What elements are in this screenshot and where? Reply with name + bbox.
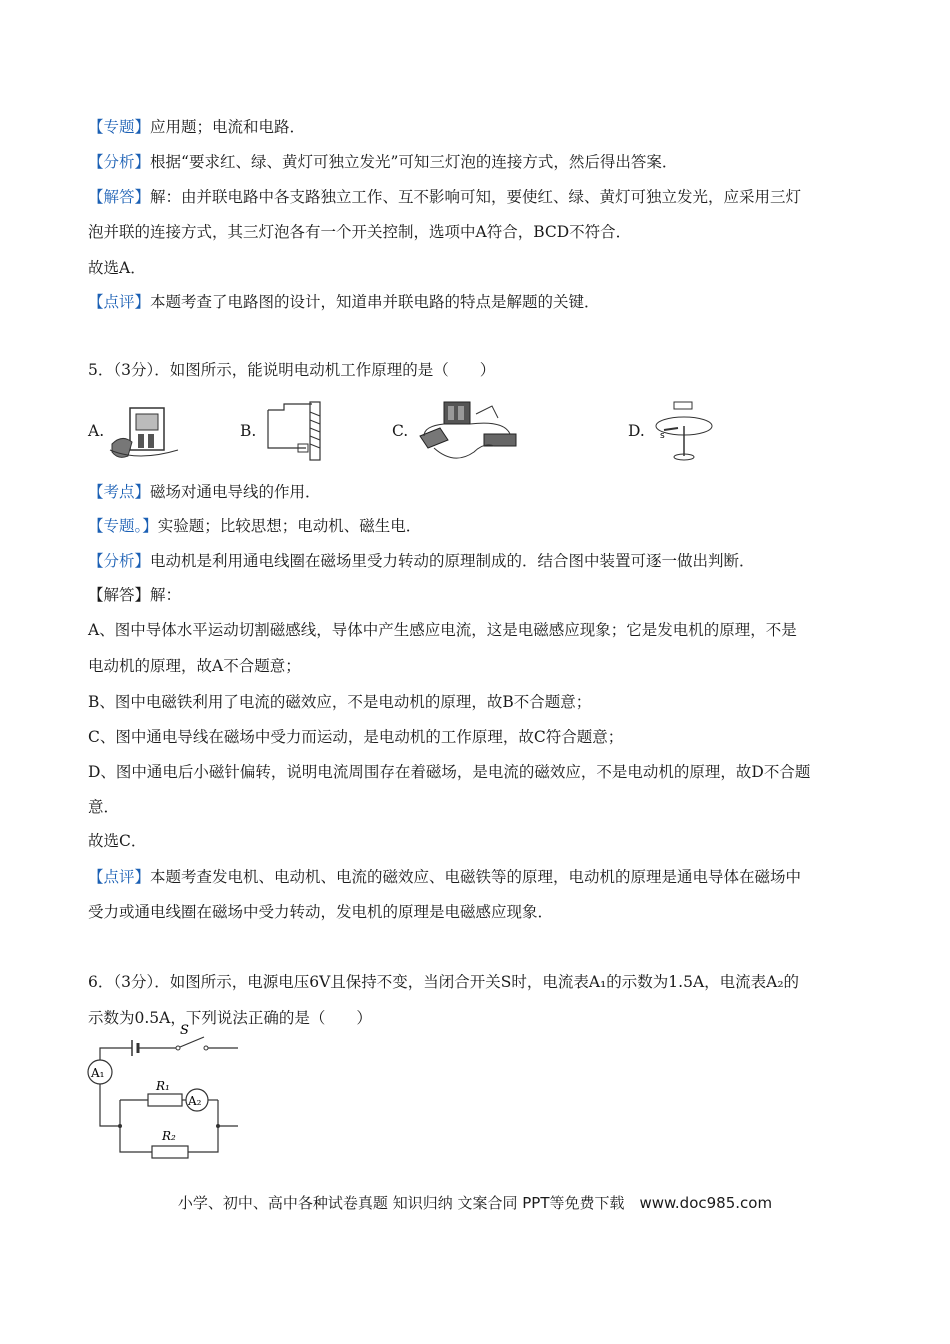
- q5-answer-a2: 电动机的原理，故A不合题意；: [88, 657, 301, 675]
- q5-figure-a: [108, 400, 182, 462]
- analysis-tag: 【分析】: [88, 552, 151, 570]
- q4-analysis-line: [88, 152, 677, 172]
- q5-answer-head: 【解答】解：: [88, 586, 182, 604]
- q5-comment-text1: 本题考查发电机、电动机、电流的磁效应、电磁铁等的原理，电动机的原理是通电导体在磁场中: [150, 868, 802, 886]
- switch-label: S: [180, 1023, 189, 1038]
- q4-answer-line1: [88, 187, 801, 207]
- q5-option-a-label: A.: [88, 422, 105, 440]
- q4-comment-text: 本题考查了电路图的设计，知道串并联电路的特点是解题的关键．: [150, 293, 600, 311]
- special-tag: 【专题。】: [88, 517, 158, 535]
- q5-special-text: 实验题；比较思想；电动机、磁生电．: [157, 517, 422, 535]
- q4-comment-line: [88, 292, 600, 312]
- q4-choose: 故选A．: [88, 259, 146, 277]
- comment-tag: 【点评】: [88, 868, 151, 886]
- q6-circuit-diagram: [80, 1023, 250, 1164]
- q4-special-text: 应用题；电流和电路．: [150, 118, 306, 136]
- q4-answer-text1: 解：由并联电路中各支路独立工作、互不影响可知，要使红、绿、黄灯可独立发光，应采用三灯: [150, 188, 802, 206]
- wire-top-left: [100, 1048, 132, 1060]
- q5-comment-line2: 受力或通电线圈在磁场中受力转动，发电机的原理是电磁感应现象．: [88, 903, 554, 921]
- q5-answer-c: C、图中通电导线在磁场中受力而运动，是电动机的工作原理，故C符合题意；: [88, 728, 624, 746]
- q5-special-line: [88, 516, 421, 536]
- q5-option-d-label: D.: [628, 422, 645, 440]
- point-tag: 【考点】: [88, 483, 151, 501]
- comment-tag: 【点评】: [88, 293, 151, 311]
- svg-text:s: s: [660, 431, 665, 441]
- page-footer: 小学、初中、高中各种试卷真题 知识归纳 文案合同 PPT等免费下载 www.doc985.com: [177, 1194, 773, 1212]
- q5-point-line: [88, 482, 321, 502]
- ammeter-a1-label: A₁: [91, 1066, 105, 1080]
- resistor-r1-label: R₁: [156, 1079, 170, 1093]
- q5-analysis-line: [88, 551, 755, 571]
- q5-answer-a1: A、图中导体水平运动切割磁感线，导体中产生感应电流，这是电磁感应现象；它是发电机的原理，不是: [88, 621, 797, 639]
- switch-contact-right: [204, 1046, 208, 1050]
- q6-stem-line2: 示数为0.5A，下列说法正确的是（ ）: [88, 1009, 372, 1027]
- q5-option-b-label: B.: [240, 422, 257, 440]
- q5-answer-d1: D、图中通电后小磁针偏转，说明电流周围存在着磁场，是电流的磁效应，不是电动机的原理，故D不合题: [88, 763, 811, 781]
- special-tag: 【专题】: [88, 118, 151, 136]
- resistor-r2: [152, 1146, 188, 1158]
- q5-figure-d: [652, 398, 716, 464]
- q5-figure-b: [262, 400, 328, 464]
- q4-answer-line2: 泡并联的连接方式，其三灯泡各有一个开关控制，选项中A符合，BCD不符合．: [88, 223, 632, 241]
- resistor-r2-label: R₂: [162, 1129, 176, 1143]
- q5-choose: 故选C．: [88, 832, 147, 850]
- q4-analysis-text: 根据“要求红、绿、黄灯可独立发光”可知三灯泡的连接方式，然后得出答案．: [150, 153, 678, 171]
- q5-analysis-text: 电动机是利用通电线圈在磁场里受力转动的原理制成的．结合图中装置可逐一做出判断．: [150, 552, 755, 570]
- resistor-r1: [148, 1094, 182, 1106]
- answer-tag: 【解答】: [88, 188, 151, 206]
- q5-answer-d2: 意．: [88, 798, 120, 816]
- ammeter-a2-label: A₂: [188, 1094, 202, 1108]
- q5-figure-c: [414, 396, 526, 464]
- q6-stem-line1: 6．（3分）．如图所示，电源电压6V且保持不变，当闭合开关S时，电流表A₁的示数为1.5A，电流表A₂的: [88, 973, 800, 991]
- q5-stem: 5．（3分）．如图所示，能说明电动机工作原理的是（ ）: [88, 361, 496, 379]
- q4-special-line: [88, 117, 305, 137]
- switch-contact-left: [176, 1046, 180, 1050]
- q5-comment-line1: [88, 867, 801, 887]
- q5-point-text: 磁场对通电导线的作用．: [150, 483, 321, 501]
- q5-answer-b: B、图中电磁铁利用了电流的磁效应，不是电动机的原理，故B不合题意；: [88, 693, 592, 711]
- analysis-tag: 【分析】: [88, 153, 151, 171]
- switch-blade: [180, 1037, 204, 1047]
- q5-option-c-label: C.: [392, 422, 409, 440]
